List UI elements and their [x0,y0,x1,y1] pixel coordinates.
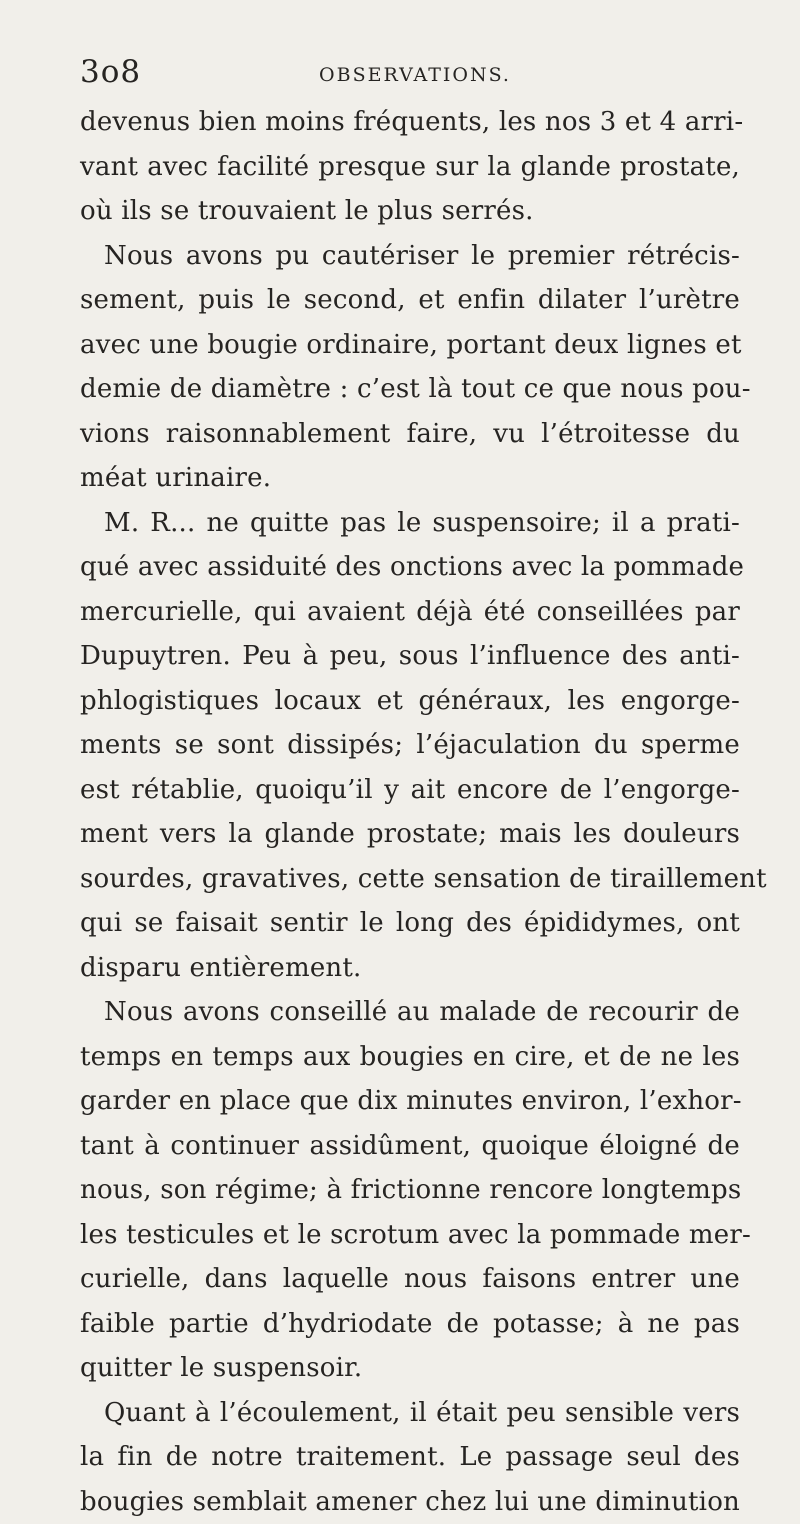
text-line: demie de diamètre : c’est là tout ce que nous pou- [80,367,740,412]
text-line: Dupuytren. Peu à peu, sous l’influence des anti- [80,634,740,679]
text-line: les testicules et le scrotum avec la pommade mer- [80,1213,740,1258]
text-line: est rétablie, quoiqu’il y ait encore de l’engorge- [80,768,740,813]
text-line: devenus bien moins fréquents, les nos 3 et 4 arri- [80,100,740,145]
text-line: ment vers la glande prostate; mais les douleurs [80,812,740,857]
text-line: la fin de notre traitement. Le passage seul des [80,1435,740,1480]
text-line: quitter le suspensoir. [80,1346,740,1391]
running-head: OBSERVATIONS. [80,64,740,86]
text-line: curielle, dans laquelle nous faisons entrer une [80,1257,740,1302]
text-line: vions raisonnablement faire, vu l’étroitesse du [80,412,740,457]
text-line: sement, puis le second, et enfin dilater l’urètre [80,278,740,323]
text-line: disparu entièrement. [80,946,740,991]
text-line: Nous avons conseillé au malade de recourir de [80,990,740,1035]
text-line: qui se faisait sentir le long des épididymes, ont [80,901,740,946]
text-line: qué avec assiduité des onctions avec la pommade [80,545,740,590]
text-line: avec une bougie ordinaire, portant deux lignes et [80,323,740,368]
text-line: Nous avons pu cautériser le premier rétrécis- [80,234,740,279]
text-line: tant à continuer assidûment, quoique éloigné de [80,1124,740,1169]
text-line: nous, son régime; à frictionne rencore longtemps [80,1168,740,1213]
text-line: M. R... ne quitte pas le suspensoire; il a prati- [80,501,740,546]
text-line: où ils se trouvaient le plus serrés. [80,189,740,234]
page-number: 3o8 [80,54,141,90]
text-line: phlogistiques locaux et généraux, les engorge- [80,679,740,724]
text-line: Quant à l’écoulement, il était peu sensible vers [80,1391,740,1436]
text-line: temps en temps aux bougies en cire, et de ne les [80,1035,740,1080]
text-line: vant avec facilité presque sur la glande prostate, [80,145,740,190]
text-line: ments se sont dissipés; l’éjaculation du sperme [80,723,740,768]
text-line: faible partie d’hydriodate de potasse; à ne pas [80,1302,740,1347]
page-header [80,54,740,98]
text-line: bougies semblait amener chez lui une diminution [80,1480,740,1524]
body-text [80,100,740,1524]
text-line: mercurielle, qui avaient déjà été conseillées par [80,590,740,635]
text-line: sourdes, gravatives, cette sensation de tiraillement [80,857,740,902]
text-line: méat urinaire. [80,456,740,501]
text-line: garder en place que dix minutes environ, l’exhor- [80,1079,740,1124]
